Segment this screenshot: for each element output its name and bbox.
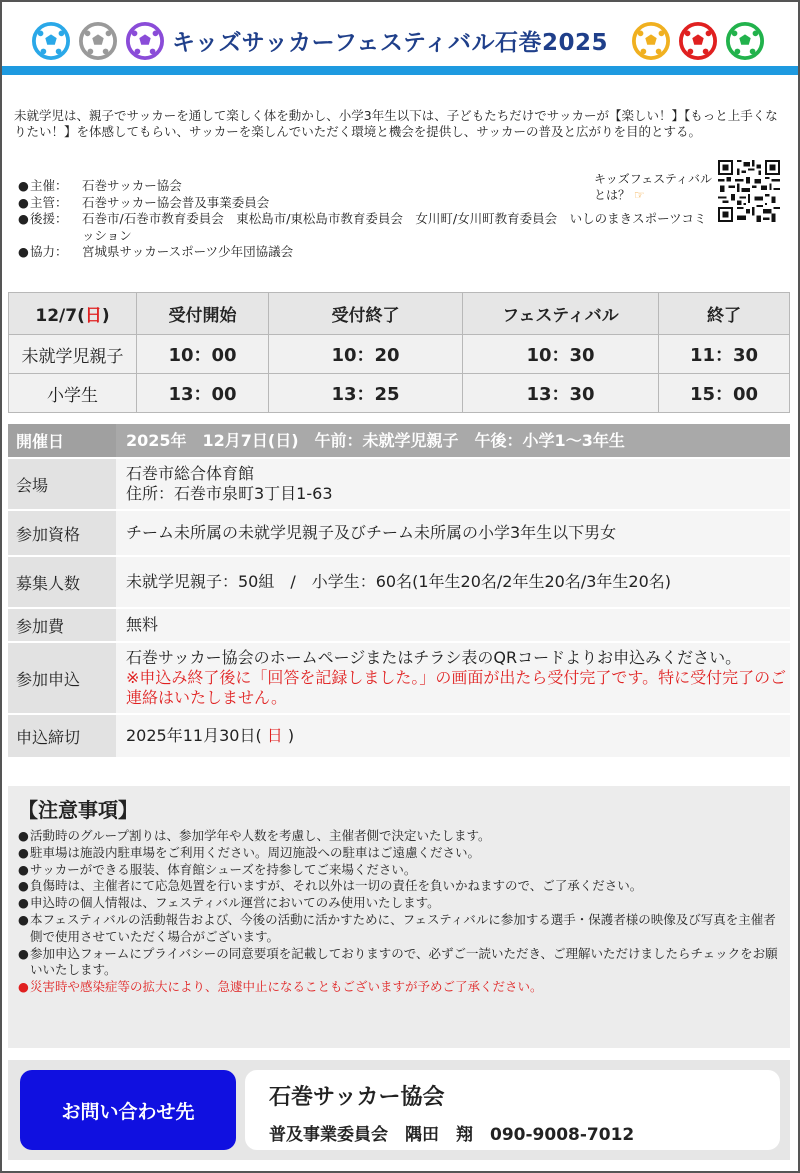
schedule-date bbox=[9, 293, 137, 335]
warning-text: 災害時や感染症等の拡大により、急遽中止になることもございますが予めご了承ください。 bbox=[30, 979, 543, 995]
time-cell: 15：00 bbox=[659, 374, 790, 413]
note-item bbox=[18, 828, 780, 845]
time-cell: 10：20 bbox=[269, 335, 463, 374]
bullet: ● bbox=[18, 945, 29, 961]
bullet: ● bbox=[18, 979, 29, 995]
date-day: 日 bbox=[84, 306, 102, 326]
time-cell: 13：30 bbox=[463, 374, 659, 413]
note-item bbox=[18, 878, 780, 895]
info-row-date bbox=[8, 424, 790, 458]
soccer-ball-icon bbox=[632, 22, 670, 60]
info-value bbox=[116, 458, 790, 510]
bullet: ● bbox=[18, 244, 29, 259]
date-prefix: 12/7( bbox=[35, 306, 85, 326]
organizer-label: 主催： bbox=[30, 178, 68, 193]
organizer-label: 主管： bbox=[30, 194, 68, 210]
info-row-eligibility bbox=[8, 510, 790, 556]
bullet: ● bbox=[18, 211, 29, 226]
bullet: ● bbox=[18, 178, 29, 193]
deadline-suffix: ) bbox=[287, 726, 295, 745]
note-item bbox=[18, 912, 780, 946]
table-row bbox=[9, 335, 790, 374]
contact-section bbox=[8, 1060, 790, 1160]
organizer-label: 後援： bbox=[30, 211, 68, 226]
note-text: 負傷時は、主催者にて応急処置を行いますが、それ以外は一切の責任を負いかねますので、ご了承ください。 bbox=[30, 878, 643, 894]
organizer-row bbox=[18, 244, 708, 261]
deadline-day: 日 bbox=[266, 726, 283, 745]
info-value: 2025年 12月7日(日) 午前：未就学児親子 午後：小学1～3年生 bbox=[116, 424, 790, 458]
info-key: 開催日 bbox=[8, 424, 116, 458]
info-row-venue bbox=[8, 458, 790, 510]
bullet: ● bbox=[18, 861, 29, 877]
qr-caption-line2-text: とは？ bbox=[594, 188, 631, 202]
soccer-balls-right bbox=[632, 22, 764, 60]
info-key: 申込締切 bbox=[8, 714, 116, 758]
note-text: 申込時の個人情報は、フェスティバル運営においてのみ使用いたします。 bbox=[30, 895, 440, 911]
note-text: 参加申込フォームにプライバシーの同意要項を記載しておりますので、必ずご一読いただき、ご理解いただけましたらチェックをお願いいたします。 bbox=[30, 945, 778, 978]
row-label: 小学生 bbox=[9, 374, 137, 413]
qr-caption bbox=[594, 171, 712, 203]
note-item bbox=[18, 845, 780, 862]
info-value: 未就学児親子：50組 / 小学生：60名(1年生20名/2年生20名/3年生20名) bbox=[116, 556, 790, 608]
info-value: 無料 bbox=[116, 608, 790, 642]
soccer-balls-left bbox=[32, 22, 164, 60]
bullet: ● bbox=[18, 828, 29, 843]
page-title: キッズサッカーフェスティバル石巻2025 bbox=[172, 30, 609, 56]
row-label: 未就学児親子 bbox=[9, 335, 137, 374]
event-info-table bbox=[8, 424, 790, 759]
organizer-value: 石巻市/石巻市教育委員会 東松島市/東松島市教育委員会 女川町/女川町教育委員会 いしのまきスポーツコミッション bbox=[82, 211, 707, 243]
column-header: 受付終了 bbox=[269, 293, 463, 335]
note-item bbox=[18, 946, 780, 980]
date-suffix: ) bbox=[101, 306, 110, 326]
info-row-fee bbox=[8, 608, 790, 642]
venue-address: 住所：石巻市泉町3丁目1-63 bbox=[126, 484, 333, 503]
qr-caption-line1: キッズフェスティバル bbox=[594, 172, 712, 186]
info-value: チーム未所属の未就学児親子及びチーム未所属の小学3年生以下男女 bbox=[116, 510, 790, 556]
note-warning bbox=[18, 979, 780, 996]
note-item bbox=[18, 895, 780, 912]
schedule-header-row bbox=[9, 293, 790, 335]
schedule-table bbox=[8, 292, 790, 413]
deadline-prefix: 2025年11月30日( bbox=[126, 726, 262, 745]
time-cell: 10：30 bbox=[463, 335, 659, 374]
notes-box bbox=[8, 786, 790, 1048]
organizer-value: 石巻サッカー協会普及事業委員会 bbox=[82, 194, 270, 210]
soccer-ball-icon bbox=[79, 22, 117, 60]
soccer-ball-icon bbox=[32, 22, 70, 60]
qr-code-icon[interactable] bbox=[718, 160, 780, 222]
info-row-capacity bbox=[8, 556, 790, 608]
info-value bbox=[116, 714, 790, 758]
soccer-ball-icon bbox=[726, 22, 764, 60]
bullet: ● bbox=[18, 895, 29, 911]
header bbox=[2, 2, 798, 72]
info-row-deadline bbox=[8, 714, 790, 758]
info-key: 募集人数 bbox=[8, 556, 116, 608]
table-row bbox=[9, 374, 790, 413]
pointing-hand-icon: ☞ bbox=[633, 188, 645, 202]
qr-caption-line2 bbox=[594, 187, 712, 203]
apply-instructions: 石巻サッカー協会のホームページまたはチラシ表のQRコードよりお申込みください。 bbox=[126, 648, 742, 667]
info-key: 参加資格 bbox=[8, 510, 116, 556]
organizer-value: 石巻サッカー協会 bbox=[82, 178, 182, 193]
info-row-apply bbox=[8, 642, 790, 714]
bullet: ● bbox=[18, 878, 29, 894]
notes-title: 【注意事項】 bbox=[18, 798, 138, 822]
time-cell: 13：00 bbox=[137, 374, 269, 413]
soccer-ball-icon bbox=[126, 22, 164, 60]
bullet: ● bbox=[18, 844, 29, 860]
note-text: 駐車場は施設内駐車場をご利用ください。周辺施設への駐車はご遠慮ください。 bbox=[30, 844, 481, 860]
note-text: サッカーができる服装、体育館シューズを持参してご来場ください。 bbox=[30, 861, 417, 877]
contact-person: 普及事業委員会 隅田 翔 090-9008-7012 bbox=[269, 1125, 635, 1145]
time-cell: 10：00 bbox=[137, 335, 269, 374]
note-text: 活動時のグループ割りは、参加学年や人数を考慮し、主催者側で決定いたします。 bbox=[30, 828, 491, 843]
contact-button[interactable]: お問い合わせ先 bbox=[20, 1070, 236, 1150]
organizer-value: 宮城県サッカースポーツ少年団協議会 bbox=[82, 244, 294, 259]
note-item bbox=[18, 862, 780, 879]
column-header: 受付開始 bbox=[137, 293, 269, 335]
organizer-label: 協力： bbox=[30, 244, 68, 259]
info-key: 参加申込 bbox=[8, 642, 116, 714]
intro-text: 未就学児は、親子でサッカーを通して楽しく体を動かし、小学3年生以下は、子どもたちだけでサッカーが【楽しい！】【もっと上手くなりたい！】を体感してもらい、サッカーを楽しんでいただく環境と機会を提供し、サッカーの普及と広がりを目的とする。 bbox=[14, 108, 778, 139]
info-value bbox=[116, 642, 790, 714]
column-header: 終了 bbox=[659, 293, 790, 335]
soccer-ball-icon bbox=[679, 22, 717, 60]
contact-info-box bbox=[245, 1070, 780, 1150]
bullet: ● bbox=[18, 911, 29, 927]
info-key: 参加費 bbox=[8, 608, 116, 642]
venue-name: 石巻市総合体育館 bbox=[126, 464, 255, 483]
column-header: フェスティバル bbox=[463, 293, 659, 335]
organizer-row bbox=[18, 211, 708, 244]
info-key: 会場 bbox=[8, 458, 116, 510]
bullet: ● bbox=[18, 194, 29, 210]
contact-org-name: 石巻サッカー協会 bbox=[269, 1085, 445, 1110]
note-text: 本フェスティバルの活動報告および、今後の活動に活かすために、フェスティバルに参加する選手・保護者様の映像及び写真を主催者側で使用させていただく場合がございます。 bbox=[30, 911, 776, 944]
time-cell: 11：30 bbox=[659, 335, 790, 374]
apply-note: ※申込み終了後に「回答を記録しました。」の画面が出たら受付完了です。特に受付完了のご連絡はいたしません。 bbox=[126, 668, 787, 707]
time-cell: 13：25 bbox=[269, 374, 463, 413]
header-accent-bar bbox=[2, 66, 798, 75]
